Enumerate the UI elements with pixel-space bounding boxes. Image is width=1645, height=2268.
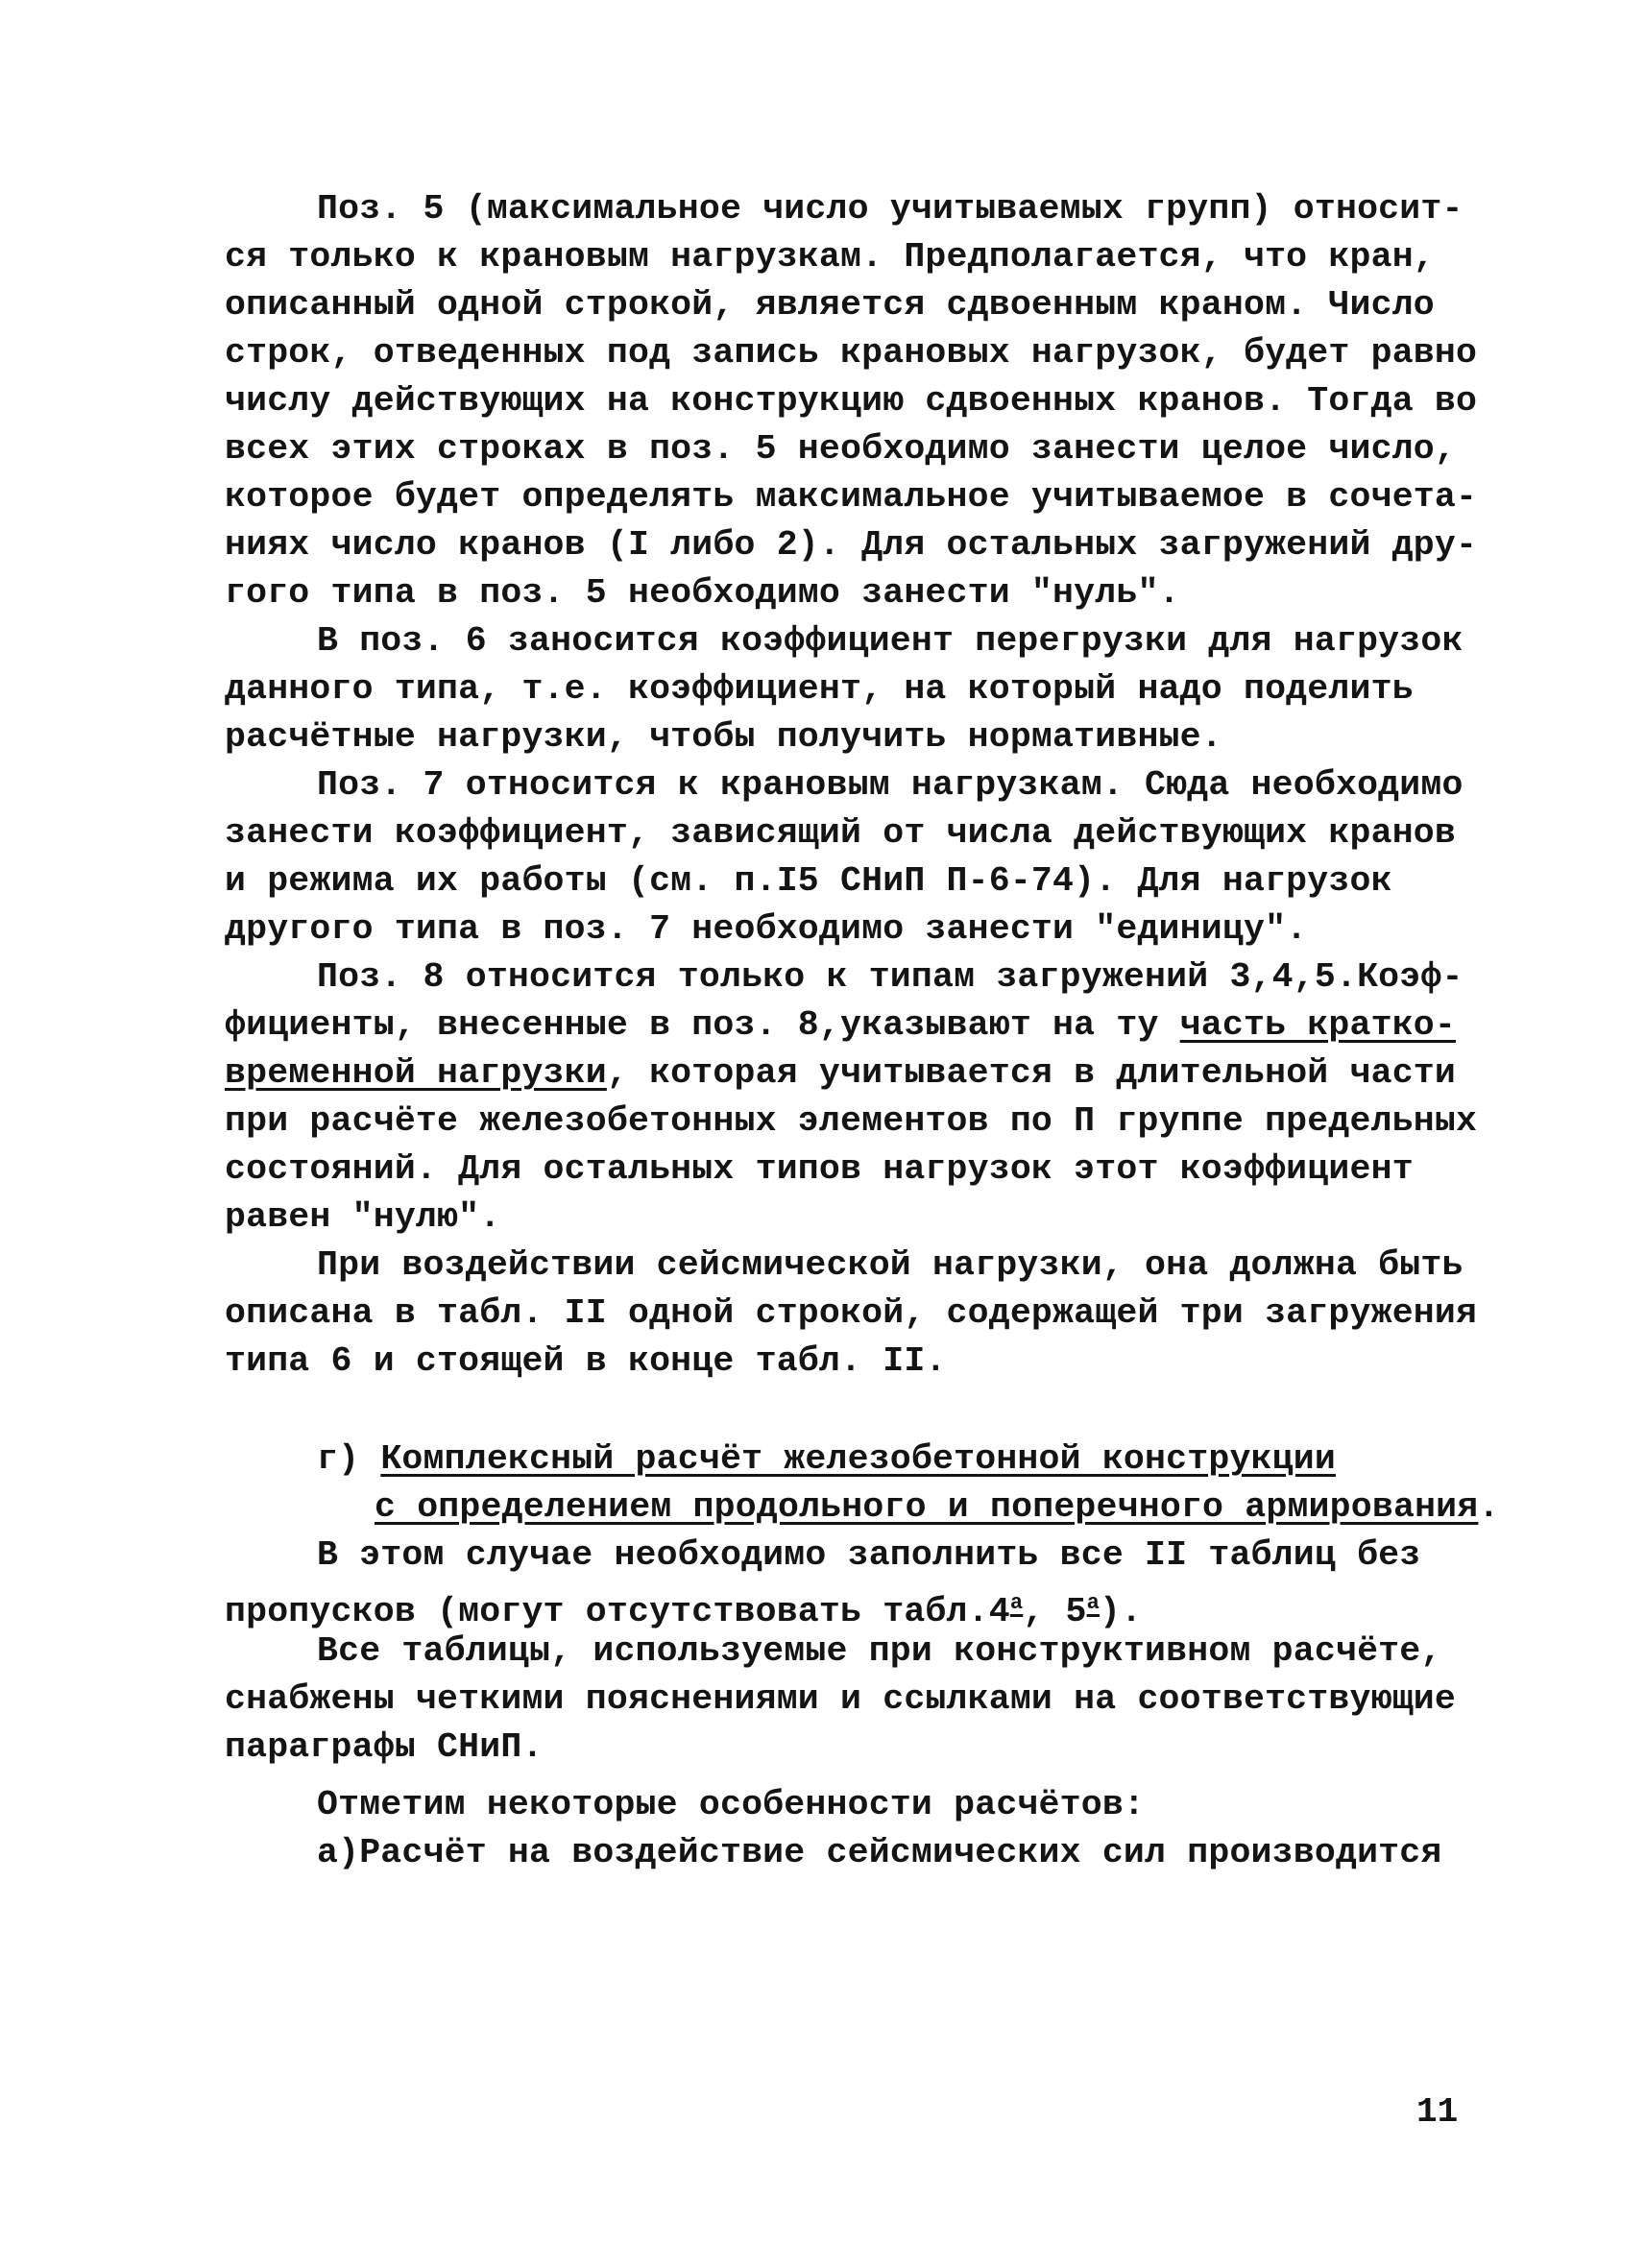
text-line: снабжены четкими пояснениями и ссылками на соответствующие	[225, 1679, 1457, 1719]
text-line: строк, отведенных под запись крановых нагрузок, будет равно	[225, 333, 1478, 373]
superscript: а	[1009, 1591, 1024, 1615]
text-line: Отметим некоторые особенности расчётов:	[317, 1785, 1146, 1824]
text-line: ся только к крановым нагрузкам. Предполагается, что кран,	[225, 237, 1435, 277]
underlined-term: часть кратко-	[1179, 1005, 1457, 1045]
text-line: занести коэффициент, зависящий от числа действующих кранов	[225, 813, 1457, 853]
text-line: а)Расчёт на воздействие сейсмических сил производится	[317, 1833, 1442, 1872]
text-span: фициенты, внесенные в поз. 8,указывают на ту	[225, 1005, 1180, 1045]
text-line: числу действующих на конструкцию сдвоенных кранов. Тогда во	[225, 381, 1478, 421]
text-line	[225, 1050, 1456, 1098]
text-span: , 5	[1023, 1592, 1087, 1632]
text-line: другого типа в поз. 7 необходимо занести "единицу".	[225, 909, 1308, 949]
text-line: данного типа, т.е. коэффициент, на который надо поделить	[225, 669, 1414, 709]
text-line: параграфы СНиП.	[225, 1727, 544, 1767]
text-line: Поз. 8 относится только к типам загружений 3,4,5.Коэф-	[317, 957, 1464, 997]
text-line: равен "нулю".	[225, 1197, 501, 1237]
text-line: типа 6 и стоящей в конце табл. II.	[225, 1341, 947, 1381]
text-line: Поз. 7 относится к крановым нагрузкам. Сюда необходимо	[317, 765, 1464, 805]
section-marker: г)	[317, 1439, 381, 1479]
text-line: При воздействии сейсмической нагрузки, она должна быть	[317, 1245, 1464, 1285]
section-heading-cont	[375, 1484, 1500, 1532]
text-line: описана в табл. II одной строкой, содержащей три загружения	[225, 1293, 1478, 1333]
text-span: пропусков (могут отсутствовать табл.4	[225, 1592, 1010, 1632]
section-title: Комплексный расчёт железобетонной конструкции	[380, 1439, 1336, 1479]
superscript: а	[1086, 1591, 1100, 1615]
text-line: В поз. 6 заносится коэффициент перегрузки для нагрузок	[317, 621, 1464, 661]
text-line: которое будет определять максимальное учитываемое в сочета-	[225, 477, 1478, 517]
text-line: расчётные нагрузки, чтобы получить нормативные.	[225, 717, 1222, 757]
text-line: Все таблицы, используемые при конструктивном расчёте,	[317, 1631, 1442, 1671]
page-number: 11	[1416, 2092, 1459, 2132]
text-line: и режима их работы (см. п.I5 СНиП П-6-74). Для нагрузок	[225, 861, 1392, 901]
text-span: .	[1478, 1487, 1500, 1527]
text-line: описанный одной строкой, является сдвоенным краном. Число	[225, 285, 1435, 325]
text-span: , которая учитывается в длительной части	[606, 1053, 1457, 1093]
text-line: гого типа в поз. 5 необходимо занести "нуль".	[225, 573, 1180, 613]
underlined-term: временной нагрузки	[225, 1053, 607, 1093]
section-heading	[317, 1436, 1336, 1484]
text-line: состояний. Для остальных типов нагрузок этот коэффициент	[225, 1149, 1414, 1189]
text-span: ).	[1099, 1592, 1143, 1632]
section-title-cont: с определением продольного и поперечного армирования	[375, 1487, 1479, 1527]
text-line: Поз. 5 (максимальное число учитываемых групп) относит-	[317, 189, 1464, 229]
text-line	[225, 1001, 1456, 1050]
text-line: при расчёте железобетонных элементов по П группе предельных	[225, 1101, 1478, 1141]
text-line: В этом случае необходимо заполнить все II таблиц без	[317, 1535, 1421, 1575]
text-line: всех этих строках в поз. 5 необходимо занести целое число,	[225, 429, 1457, 469]
text-line: ниях число кранов (I либо 2). Для остальных загружений дру-	[225, 525, 1478, 565]
